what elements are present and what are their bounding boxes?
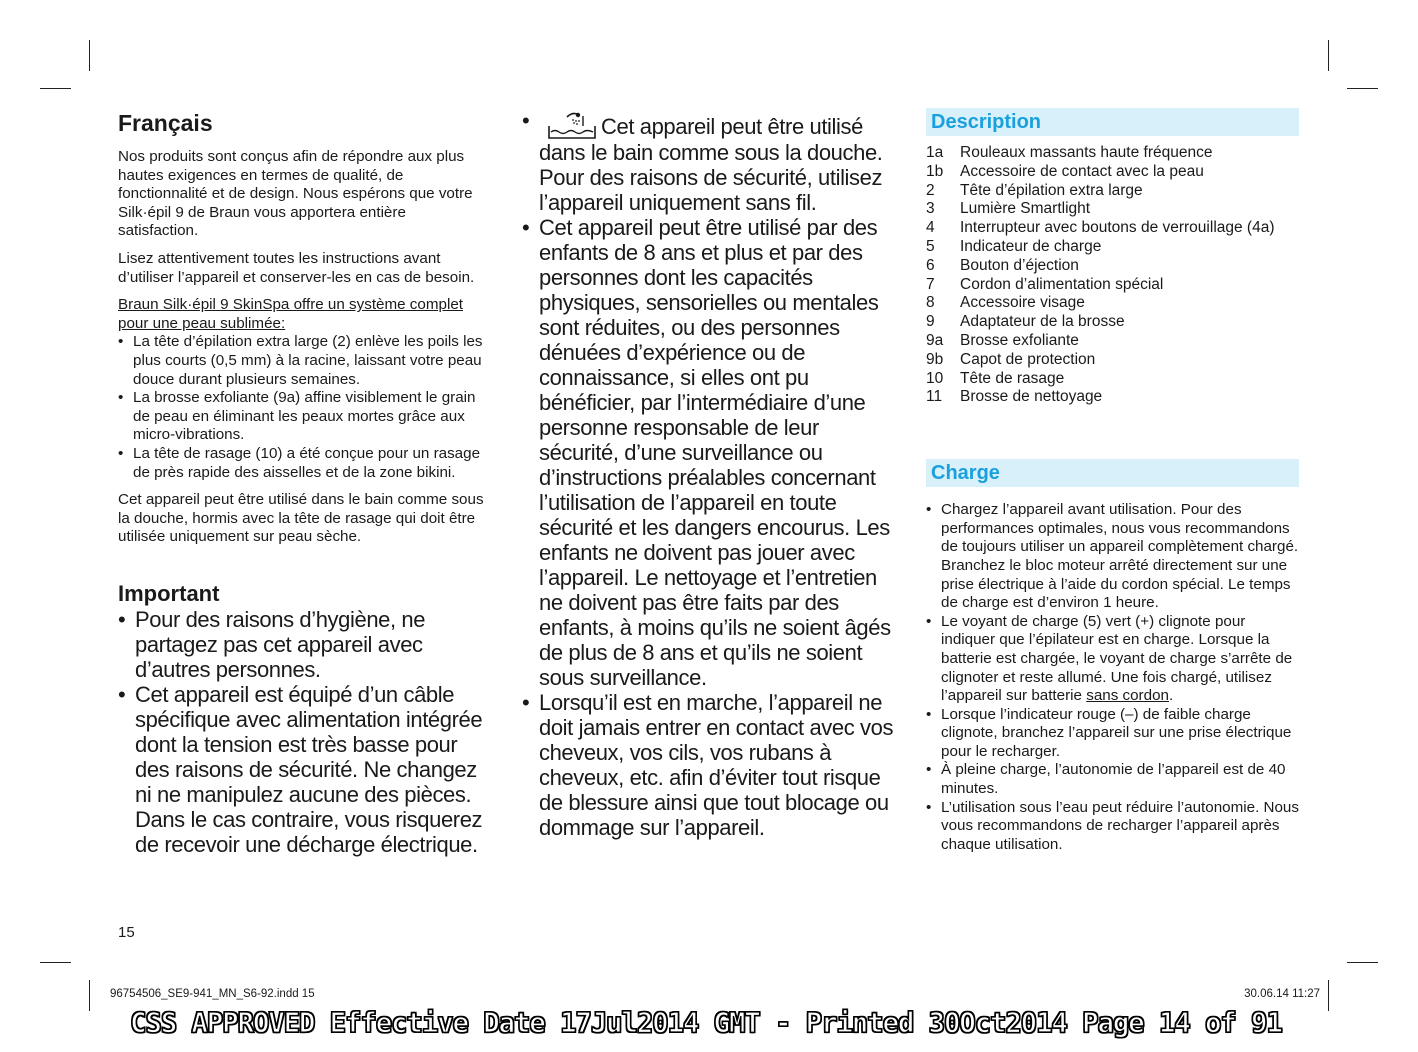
- list-item: • Cet appareil peut être utilisé par des enfants de 8 ans et plus et par des personnes dont les capacités physiques, sensorielles ou mentales sont réduites, ou des personnes dénuées d’expérience ou de connaissance, si elles ont pu bénéficier, par l’intermédiaire d’une personne responsable de leur sécurité, d’une surveillance ou d’instructions préalables concernant l’utilisation de l’appareil en toute sécurité et les dangers encourus. Les enfants ne doivent pas jouer avec l’appareil. Le nettoyage et l’entretien ne doivent pas être faits par des enfants, à moins qu’ils ne soient âgés de plus de 8 ans et qu’ils ne soient sous surveillance.: [522, 215, 900, 690]
- part-label: Interrupteur avec boutons de verrouillage (4a): [960, 219, 1275, 237]
- part-number: 1b: [926, 162, 944, 180]
- intro-paragraph: Nos produits sont conçus afin de répondre aux plus hautes exigences en termes de qualité, de fonctionnalité et de design. Nous espérons que votre Silk·épil 9 de Braun vous apportera entière satisfaction.: [118, 148, 473, 240]
- list-item: [926, 276, 1299, 295]
- part-label: Tête d’épilation extra large: [960, 181, 1143, 199]
- part-label: Adaptateur de la brosse: [960, 313, 1125, 331]
- part-number: 6: [926, 256, 935, 274]
- column-left: [118, 108, 490, 857]
- part-number: 9a: [926, 331, 944, 349]
- parts-list: [926, 144, 1299, 407]
- file-info: 96754506_SE9-941_MN_S6-92.indd 15: [110, 988, 315, 1000]
- list-item: • Pour des raisons d’hygiène, ne partagez pas cet appareil avec d’autres personnes.: [118, 607, 490, 682]
- list-item: [926, 370, 1299, 389]
- list-item: [926, 257, 1299, 276]
- language-title: Français: [118, 110, 213, 136]
- list-item: • L’utilisation sous l’eau peut réduire l’autonomie. Nous vous recommandons de recharger l’appareil après chaque utilisation.: [926, 799, 1299, 855]
- feature-list: [118, 333, 490, 482]
- crop-mark: [89, 980, 90, 1011]
- part-number: 9: [926, 313, 935, 331]
- part-label: Accessoire de contact avec la peau: [960, 162, 1204, 180]
- list-item: [522, 108, 900, 215]
- description-heading: Description: [926, 108, 1299, 136]
- bath-use-text: Cet appareil peut être utilisé dans le bain comme sous la douche. Pour des raisons de sécurité, utilisez l’appareil uniquement sans fil.: [539, 114, 883, 215]
- safety-list: [522, 108, 900, 840]
- list-item: • Lorsqu’il est en marche, l’appareil ne doit jamais entrer en contact avec vos cheveux, vos cils, vos rubans à cheveux, etc. afin d’éviter tout risque de blessure ainsi que tout blocage ou dommage sur l’appareil.: [522, 690, 900, 840]
- part-number: 5: [926, 237, 935, 255]
- part-number: 2: [926, 181, 935, 199]
- list-item: [926, 613, 1299, 706]
- part-label: Bouton d’éjection: [960, 256, 1079, 274]
- cordless-text: sans cordon: [1086, 687, 1169, 705]
- print-date: 30.06.14 11:27: [1244, 988, 1320, 1000]
- part-number: 9b: [926, 350, 944, 368]
- skinspa-heading: Braun Silk·épil 9 SkinSpa offre un système complet pour une peau sublimée:: [118, 296, 463, 332]
- part-label: Capot de protection: [960, 350, 1096, 368]
- part-label: Tête de rasage: [960, 369, 1065, 387]
- list-item: [926, 200, 1299, 219]
- part-number: 11: [926, 388, 943, 406]
- list-item: • La tête d’épilation extra large (2) enlève les poils les plus courts (0,5 mm) à la racine, laissant votre peau douce durant plusieurs semaines.: [118, 333, 490, 389]
- list-item: [926, 294, 1299, 313]
- part-label: Cordon d’alimentation spécial: [960, 275, 1164, 293]
- read-instructions-paragraph: Lisez attentivement toutes les instructions avant d’utiliser l’appareil et conserver-les en cas de besoin.: [118, 249, 475, 286]
- list-item: [926, 351, 1299, 370]
- column-right: [926, 108, 1299, 863]
- list-item: [926, 182, 1299, 201]
- charge-list: [926, 501, 1299, 854]
- list-item: • À pleine charge, l’autonomie de l’appareil est de 40 minutes.: [926, 761, 1299, 798]
- bath-note-paragraph: Cet appareil peut être utilisé dans le bain comme sous la douche, hormis avec la tête de rasage qui doit être utilisée uniquement sur peau sèche.: [118, 491, 484, 546]
- part-number: 10: [926, 369, 944, 387]
- part-label: Brosse de nettoyage: [960, 388, 1103, 406]
- part-label: Accessoire visage: [960, 294, 1085, 312]
- crop-mark: [1328, 40, 1329, 71]
- list-item: • Cet appareil est équipé d’un câble spécifique avec alimentation intégrée dont la tension est très basse pour des raisons de sécurité. Ne changez ni ne manipulez aucune des pièces. Dans le cas contraire, vous risquerez de recevoir une décharge électrique.: [118, 682, 490, 857]
- important-heading: Important: [118, 580, 220, 606]
- list-item: • Chargez l’appareil avant utilisation. Pour des performances optimales, nous vous recommandons de toujours utiliser un appareil complètement chargé. Branchez le bloc moteur arrêté directement sur une prise électrique à l’aide du cordon spécial. Le temps de charge est d’environ 1 heure.: [926, 501, 1299, 613]
- crop-mark: [89, 40, 90, 71]
- crop-mark: [1347, 88, 1378, 89]
- part-number: 4: [926, 219, 935, 237]
- part-number: 7: [926, 275, 935, 293]
- part-label: Brosse exfoliante: [960, 331, 1079, 349]
- part-label: Indicateur de charge: [960, 237, 1102, 255]
- list-item: [926, 238, 1299, 257]
- important-list: [118, 607, 490, 857]
- part-number: 1a: [926, 144, 944, 161]
- part-label: Lumière Smartlight: [960, 200, 1091, 218]
- list-item: • Lorsque l’indicateur rouge (–) de faible charge clignote, branchez l’appareil sur une prise électrique pour le recharger.: [926, 706, 1299, 762]
- part-number: 3: [926, 200, 935, 218]
- crop-mark: [1328, 980, 1329, 1011]
- crop-mark: [1347, 962, 1378, 963]
- list-item: [926, 313, 1299, 332]
- part-label: Rouleaux massants haute fréquence: [960, 144, 1213, 161]
- bath-shower-icon: [547, 108, 597, 140]
- charge-indicator-text: Le voyant de charge (5) vert (+) clignote pour indiquer que l’épilateur est en charge. Lorsque la batterie est chargée, le voyant de charge s’arrête de clignoter et reste allumé. Une fois chargé, utilisez l’appareil sur batterie: [941, 612, 1293, 705]
- page-number: 15: [118, 924, 135, 941]
- period: .: [1168, 687, 1174, 705]
- list-item: [926, 332, 1299, 351]
- list-item: • La tête de rasage (10) a été conçue pour un rasage de près rapide des aisselles et de la zone bikini.: [118, 445, 490, 482]
- part-number: 8: [926, 294, 935, 312]
- list-item: [926, 163, 1299, 182]
- approval-stamp: CSS APPROVED Effective Date 17Jul2014 GMT - Printed 30Oct2014 Page 14 of 91: [130, 1007, 1282, 1039]
- crop-mark: [40, 88, 71, 89]
- column-middle: [522, 108, 900, 840]
- charge-heading: Charge: [926, 459, 1299, 487]
- crop-mark: [40, 962, 71, 963]
- list-item: [926, 388, 1299, 407]
- list-item: • La brosse exfoliante (9a) affine visiblement le grain de peau en éliminant les peaux mortes grâce aux micro-vibrations.: [118, 389, 490, 445]
- list-item: [926, 144, 1299, 163]
- list-item: [926, 219, 1299, 238]
